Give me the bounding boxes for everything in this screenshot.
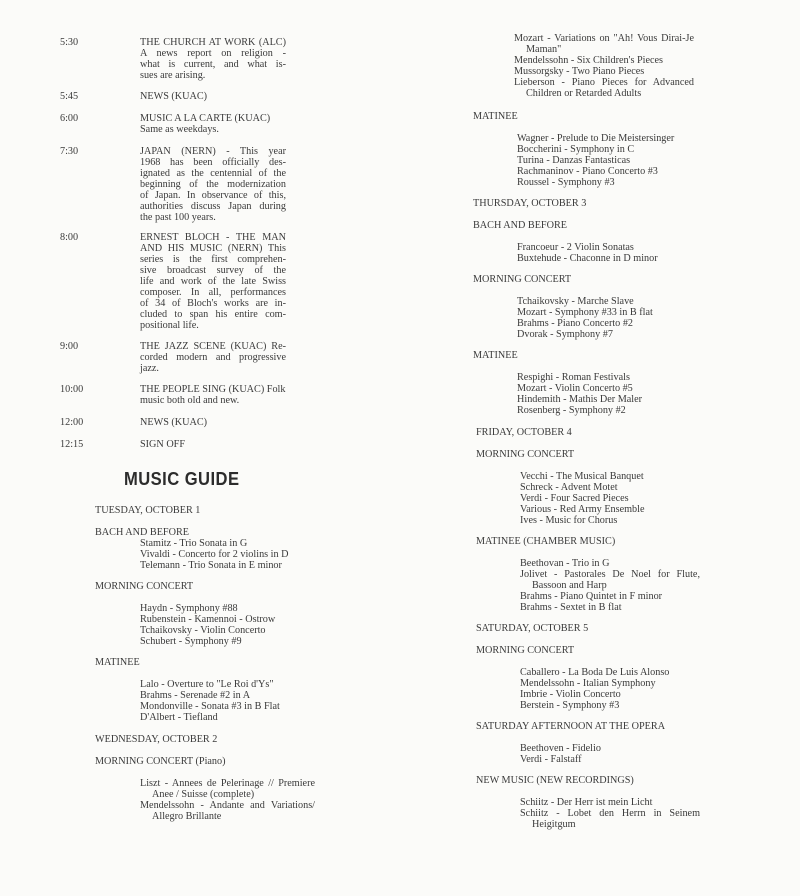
guide-section — [476, 775, 700, 830]
program-item: Mendelssohn - Andante and Variations/ Allegro Brillante — [140, 800, 315, 822]
schedule-description — [140, 417, 286, 428]
section-heading: MATINEE — [473, 111, 518, 122]
schedule-description-line: sues are arising. — [140, 70, 206, 81]
guide-section — [473, 350, 697, 416]
schedule-description-line: music both old and new. — [140, 395, 240, 406]
guide-section — [95, 527, 315, 571]
schedule-description-line: 1968 has been officially des- — [140, 157, 286, 168]
program-item: Boccherini - Symphony in C — [517, 144, 635, 155]
schedule-description-line: NEWS (KUAC) — [140, 91, 208, 102]
guide-section — [473, 220, 697, 264]
schedule-time: 5:30 — [60, 37, 79, 48]
program-item: Mozart - Symphony #33 in B flat — [517, 307, 653, 318]
guide-section — [473, 198, 586, 209]
schedule-description — [140, 146, 286, 223]
guide-section — [476, 449, 700, 526]
schedule-time: 7:30 — [60, 146, 79, 157]
program-item: Various - Red Army Ensemble — [520, 504, 645, 515]
schedule-description-line: corded modern and progressive — [140, 352, 286, 363]
schedule-description-line: of 34 of Bloch's works are in- — [140, 298, 286, 309]
program-list — [520, 797, 700, 830]
program-item: Imbrie - Violin Concerto — [520, 689, 621, 700]
program-item: Liszt - Annees de Pelerinage // Premiere Anee / Suisse (complete) — [140, 778, 315, 800]
program-item: Dvorak - Symphony #7 — [517, 329, 613, 340]
schedule-time: 5:45 — [60, 91, 79, 102]
program-item: Francoeur - 2 Violin Sonatas — [517, 242, 634, 253]
program-item: Verdi - Falstaff — [520, 754, 582, 765]
section-heading: SATURDAY AFTERNOON AT THE OPERA — [476, 721, 666, 732]
program-item: Respighi - Roman Festivals — [517, 372, 630, 383]
section-heading: MORNING CONCERT — [476, 449, 575, 460]
schedule-description-line: jazz. — [140, 363, 159, 374]
guide-section — [95, 756, 315, 822]
schedule-time: 12:15 — [60, 439, 84, 450]
guide-section — [514, 33, 694, 99]
schedule-description-line: THE PEOPLE SING (KUAC) Folk — [140, 384, 286, 395]
guide-section — [95, 505, 200, 516]
section-heading: BACH AND BEFORE — [95, 527, 189, 538]
schedule-description-line: A news report on religion - — [140, 48, 286, 59]
schedule-time: 8:00 — [60, 232, 79, 243]
schedule-description-line: positional life. — [140, 320, 199, 331]
program-item: Brahms - Sextet in B flat — [520, 602, 622, 613]
program-list — [520, 667, 700, 711]
program-item: Mendelssohn - Six Children's Pieces — [514, 55, 663, 66]
section-heading: NEW MUSIC (NEW RECORDINGS) — [476, 775, 634, 786]
program-item: Beethoven - Fidelio — [520, 743, 601, 754]
section-heading: TUESDAY, OCTOBER 1 — [95, 505, 201, 516]
schedule-description-line: SIGN OFF — [140, 439, 186, 450]
schedule-description — [140, 37, 286, 81]
program-item: Schiitz - Der Herr ist mein Licht — [520, 797, 653, 808]
program-item: Lalo - Overture to "Le Roi d'Ys" — [140, 679, 274, 690]
schedule-time: 9:00 — [60, 341, 79, 352]
program-list — [514, 33, 694, 99]
schedule-description — [140, 232, 286, 331]
schedule-description-line: sive broadcast survey of the — [140, 265, 286, 276]
schedule-description-line: THE CHURCH AT WORK (ALC) — [140, 37, 286, 48]
schedule-description — [140, 341, 286, 374]
schedule-description — [140, 384, 286, 406]
program-item: Mozart - Variations on "Ah! Vous Dirai-Je Maman" — [514, 33, 694, 55]
program-list — [140, 603, 315, 647]
schedule-description-line: MUSIC A LA CARTE (KUAC) — [140, 113, 271, 124]
section-heading: FRIDAY, OCTOBER 4 — [476, 427, 572, 438]
program-list — [520, 743, 700, 765]
schedule-description-line: ignated as the centennial of the — [140, 168, 286, 179]
schedule-description-line: THE JAZZ SCENE (KUAC) Re- — [140, 341, 286, 352]
section-heading: MATINEE — [473, 350, 518, 361]
program-item: Stamitz - Trio Sonata in G — [140, 538, 248, 549]
schedule-description-line: of Japan. In observance of this, — [140, 190, 286, 201]
section-heading: MORNING CONCERT — [473, 274, 572, 285]
schedule-description — [140, 439, 286, 450]
schedule-description-line: series is the first comprehen- — [140, 254, 286, 265]
schedule-description-line: authorities discuss Japan during — [140, 201, 286, 212]
program-item: Rachmaninov - Piano Concerto #3 — [517, 166, 658, 177]
program-item: Vecchi - The Musical Banquet — [520, 471, 644, 482]
schedule-description-line: ERNEST BLOCH - THE MAN — [140, 232, 286, 243]
schedule-time: 6:00 — [60, 113, 79, 124]
program-item: Vivaldi - Concerto for 2 violins in D — [140, 549, 289, 560]
program-item: Mozart - Violin Concerto #5 — [517, 383, 633, 394]
program-list — [517, 296, 697, 340]
guide-section — [476, 536, 700, 613]
program-list — [517, 242, 697, 264]
program-item: Wagner - Prelude to Die Meistersinger — [517, 133, 675, 144]
program-item: Schiitz - Lobet den Herrn in Seinem Heigitgum — [520, 808, 700, 830]
program-item: Telemann - Trio Sonata in E minor — [140, 560, 282, 571]
guide-section — [95, 734, 217, 745]
program-list — [140, 679, 315, 723]
program-item: Mendelssohn - Italian Symphony — [520, 678, 656, 689]
schedule-description-line: life and work of the late Swiss — [140, 276, 286, 287]
guide-section — [476, 645, 700, 711]
section-heading: WEDNESDAY, OCTOBER 2 — [95, 734, 218, 745]
section-heading: MORNING CONCERT — [476, 645, 575, 656]
guide-section — [476, 623, 588, 634]
section-heading: MATINEE (CHAMBER MUSIC) — [476, 536, 616, 547]
schedule-description-line: what is current, and what is- — [140, 59, 286, 70]
program-item: Rosenberg - Symphony #2 — [517, 405, 626, 416]
program-list — [520, 471, 700, 526]
program-item: Schreck - Advent Motet — [520, 482, 618, 493]
program-list — [140, 538, 315, 571]
program-item: Caballero - La Boda De Luis Alonso — [520, 667, 670, 678]
schedule-description-line: JAPAN (NERN) - This year — [140, 146, 286, 157]
program-item: Brahms - Piano Quintet in F minor — [520, 591, 663, 602]
program-item: Brahms - Piano Concerto #2 — [517, 318, 634, 329]
music-guide-title: MUSIC GUIDE — [124, 469, 240, 489]
section-heading: SATURDAY, OCTOBER 5 — [476, 623, 589, 634]
program-item: Ives - Music for Chorus — [520, 515, 618, 526]
program-item: Mussorgsky - Two Piano Pieces — [514, 66, 645, 77]
guide-section — [95, 581, 315, 647]
schedule-description-line: beginning of the modernization — [140, 179, 286, 190]
section-heading: MATINEE — [95, 657, 140, 668]
program-item: Tchaikovsky - Violin Concerto — [140, 625, 266, 636]
program-item: Berstein - Symphony #3 — [520, 700, 620, 711]
schedule-description-line: Same as weekdays. — [140, 124, 219, 135]
program-item: Jolivet - Pastorales De Noel for Flute, Bassoon and Harp — [520, 569, 700, 591]
program-item: Buxtehude - Chaconne in D minor — [517, 253, 658, 264]
program-item: Hindemith - Mathis Der Maler — [517, 394, 643, 405]
schedule-description-line: AND HIS MUSIC (NERN) This — [140, 243, 286, 254]
schedule-description-line: cluded to span his entire com- — [140, 309, 286, 320]
program-item: Beethovan - Trio in G — [520, 558, 610, 569]
schedule-description — [140, 113, 286, 135]
guide-section — [476, 427, 572, 438]
program-item: Verdi - Four Sacred Pieces — [520, 493, 629, 504]
guide-section — [473, 274, 697, 340]
program-item: Roussel - Symphony #3 — [517, 177, 615, 188]
guide-section — [95, 657, 315, 723]
section-heading: THURSDAY, OCTOBER 3 — [473, 198, 587, 209]
program-list — [517, 133, 697, 188]
schedule-description-line: the past 100 years. — [140, 212, 216, 223]
program-list — [517, 372, 697, 416]
schedule-time: 12:00 — [60, 417, 84, 428]
program-item: Brahms - Serenade #2 in A — [140, 690, 251, 701]
schedule-description-line: NEWS (KUAC) — [140, 417, 208, 428]
section-heading: MORNING CONCERT — [95, 581, 194, 592]
schedule-time: 10:00 — [60, 384, 84, 395]
program-item: Haydn - Symphony #88 — [140, 603, 238, 614]
schedule-description — [140, 91, 286, 102]
schedule-description-line: composer. In all, performances — [140, 287, 286, 298]
program-list — [140, 778, 315, 822]
guide-section — [473, 111, 697, 188]
guide-section — [476, 721, 700, 765]
program-item: Rubenstein - Kamennoi - Ostrow — [140, 614, 276, 625]
program-item: D'Albert - Tiefland — [140, 712, 218, 723]
program-item: Mondonville - Sonata #3 in B Flat — [140, 701, 280, 712]
program-item: Schubert - Symphony #9 — [140, 636, 242, 647]
program-item: Tchaikovsky - Marche Slave — [517, 296, 634, 307]
program-item: Lieberson - Piano Pieces for Advanced Children or Retarded Adults — [514, 77, 694, 99]
program-item: Turina - Danzas Fantasticas — [517, 155, 631, 166]
program-list — [520, 558, 700, 613]
section-heading: MORNING CONCERT (Piano) — [95, 756, 226, 767]
section-heading: BACH AND BEFORE — [473, 220, 567, 231]
